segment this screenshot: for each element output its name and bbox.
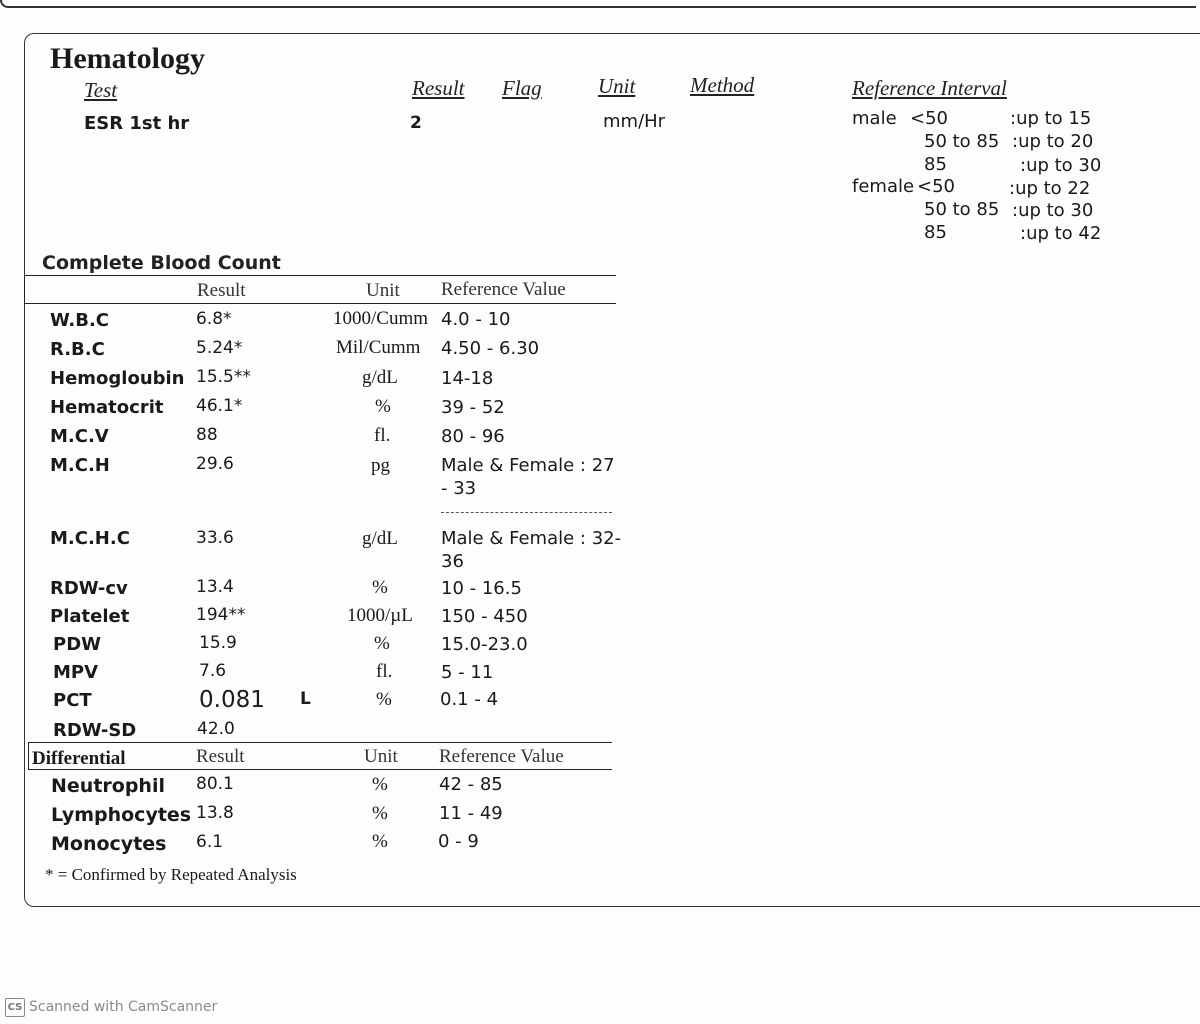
ref-range: :up to 20 (1012, 131, 1094, 152)
esr-result: 2 (410, 113, 422, 133)
test-result: 15.5** (196, 367, 251, 387)
header-unit: Unit (598, 74, 636, 98)
ref-range: :up to 30 (1020, 155, 1102, 176)
test-name: Platelet (50, 606, 130, 627)
differential-header-result: Result (196, 746, 245, 767)
test-reference: 0.1 - 4 (440, 689, 499, 710)
esr-unit: mm/Hr (603, 111, 666, 132)
test-reference-cont: - 33 (441, 478, 477, 499)
cbc-header-result: Result (197, 280, 246, 301)
test-result: 13.8 (196, 803, 234, 823)
test-result: 33.6 (196, 528, 234, 548)
test-name: MPV (53, 662, 99, 683)
test-name: R.B.C (50, 339, 105, 360)
cbc-header-unit: Unit (366, 280, 400, 301)
ref-age: 50 to 85 (924, 131, 1000, 152)
test-name: M.C.V (50, 426, 109, 447)
test-reference: 15.0-23.0 (441, 634, 528, 655)
test-reference: 10 - 16.5 (441, 578, 522, 599)
test-name: RDW-SD (53, 720, 137, 741)
test-unit: % (375, 396, 391, 417)
cbc-title: Complete Blood Count (42, 252, 281, 274)
test-reference: 80 - 96 (441, 426, 505, 447)
test-result: 194** (196, 605, 246, 625)
test-unit: % (372, 803, 388, 824)
test-reference: 4.50 - 6.30 (441, 338, 540, 359)
ref-age: 85 (924, 222, 947, 243)
test-name: PDW (53, 634, 101, 655)
test-name: PCT (53, 690, 92, 711)
test-result: 7.6 (199, 661, 227, 681)
watermark-text: Scanned with CamScanner (29, 999, 218, 1015)
test-result: 80.1 (196, 774, 234, 794)
test-unit: % (374, 633, 390, 654)
test-reference: 150 - 450 (441, 606, 528, 627)
header-result: Result (412, 76, 465, 100)
test-unit: g/dL (362, 528, 398, 549)
top-border (0, 0, 1162, 8)
header-reference: Reference Interval (852, 76, 1007, 100)
ref-age: <50 (910, 108, 948, 129)
differential-title: Differential (32, 748, 126, 769)
cbc-header-reference: Reference Value (441, 279, 566, 300)
test-reference: 39 - 52 (441, 397, 505, 418)
differential-header-reference: Reference Value (439, 746, 564, 767)
test-unit: g/dL (362, 367, 398, 388)
ref-age: 85 (924, 154, 947, 175)
test-reference: 42 - 85 (439, 774, 503, 795)
test-unit: 1000/Cumm (333, 308, 429, 329)
ref-sex: female (852, 176, 915, 197)
test-unit: fl. (376, 661, 393, 682)
ref-age: <50 (917, 176, 955, 197)
cbc-top-rule (24, 275, 616, 276)
test-name: Neutrophil (51, 775, 165, 797)
test-unit: % (372, 577, 388, 598)
esr-test: ESR 1st hr (84, 113, 190, 134)
cbc-left-edge (24, 276, 25, 304)
test-result: 5.24* (196, 338, 243, 358)
test-name: W.B.C (50, 310, 109, 331)
test-reference: Male & Female : 32- (441, 528, 622, 549)
differential-top-rule (28, 742, 612, 743)
test-name: Lymphocytes (51, 804, 192, 826)
ref-range: :up to 15 (1010, 108, 1092, 129)
test-name: Monocytes (51, 833, 167, 855)
test-reference-cont: 36 (441, 551, 464, 572)
cbc-header-rule (24, 303, 616, 304)
test-unit: % (376, 689, 392, 710)
differential-header-unit: Unit (364, 746, 398, 767)
test-result: 13.4 (196, 577, 234, 597)
ref-range: :up to 22 (1009, 178, 1091, 199)
test-reference: 4.0 - 10 (441, 309, 511, 330)
reference-divider (441, 512, 612, 513)
test-name: M.C.H (50, 455, 110, 476)
test-result: 15.9 (199, 633, 237, 653)
top-border-right (1140, 0, 1196, 8)
test-result: 0.081 (199, 687, 265, 713)
test-unit: 1000/µL (347, 605, 413, 626)
footnote: * = Confirmed by Repeated Analysis (45, 865, 297, 884)
header-test: Test (84, 78, 118, 102)
header-method: Method (690, 73, 755, 97)
test-name: Hematocrit (50, 397, 164, 418)
test-result: 6.1 (196, 832, 224, 852)
test-unit: fl. (374, 425, 391, 446)
test-unit: % (372, 831, 388, 852)
test-unit: % (372, 774, 388, 795)
differential-left-edge (28, 743, 29, 770)
test-reference: 14-18 (441, 368, 494, 389)
test-reference: Male & Female : 27 (441, 455, 615, 476)
camscanner-logo-icon: CS (5, 998, 25, 1017)
differential-header-rule (28, 769, 612, 770)
test-result: 46.1* (196, 396, 243, 416)
hematology-title: Hematology (50, 42, 205, 75)
test-unit: pg (371, 455, 390, 476)
ref-range: :up to 30 (1012, 200, 1094, 221)
header-flag: Flag (502, 76, 542, 100)
test-unit: Mil/Cumm (336, 337, 421, 358)
test-result: 6.8* (196, 309, 232, 329)
test-flag: L (300, 689, 311, 709)
test-reference: 0 - 9 (438, 831, 479, 852)
test-reference: 11 - 49 (439, 803, 503, 824)
ref-sex: male (852, 108, 897, 129)
test-result: 42.0 (197, 719, 235, 739)
test-result: 88 (196, 425, 218, 445)
ref-age: 50 to 85 (924, 199, 1000, 220)
test-name: Hemogloubin (50, 368, 185, 389)
test-name: M.C.H.C (50, 528, 130, 549)
test-reference: 5 - 11 (441, 662, 494, 683)
test-result: 29.6 (196, 454, 234, 474)
test-name: RDW-cv (50, 578, 128, 599)
ref-range: :up to 42 (1020, 223, 1102, 244)
